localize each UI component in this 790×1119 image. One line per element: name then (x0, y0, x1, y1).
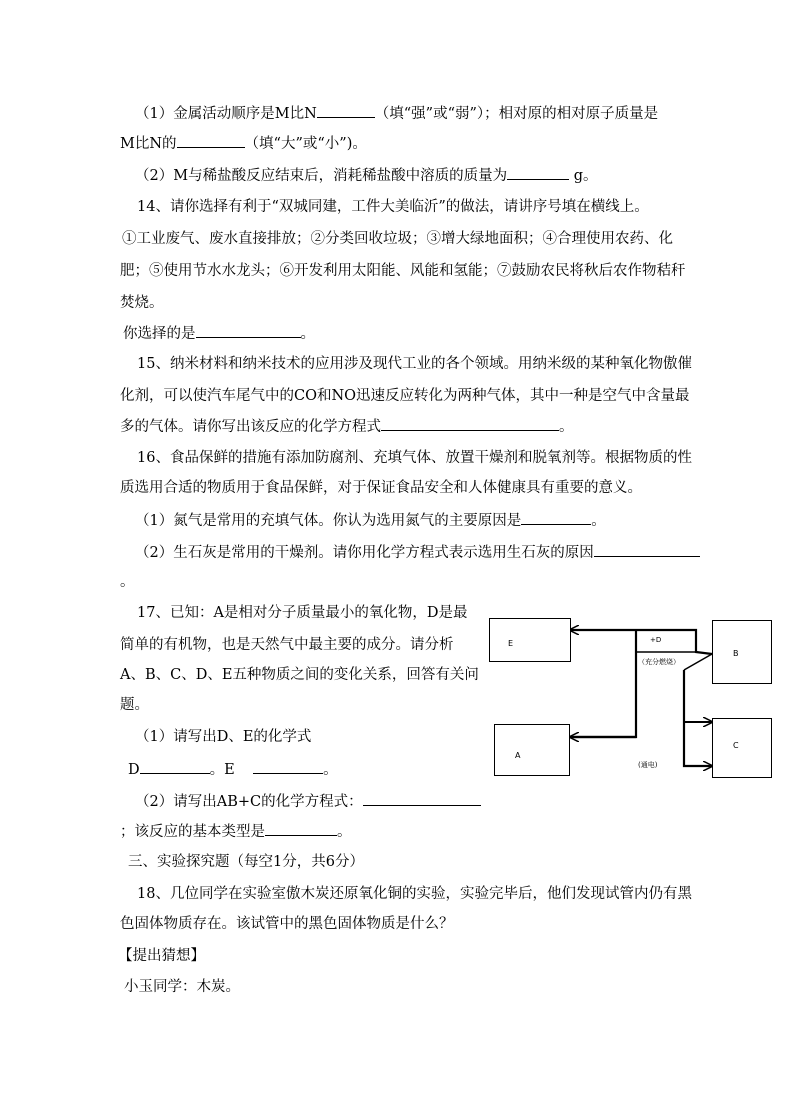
q17-part1-answers: D 。E 。 (128, 759, 338, 780)
q16-blank-2[interactable] (594, 542, 700, 557)
q17-line1: 17、已知：A是相对分子质量最小的氧化物，D是最 (137, 605, 468, 621)
q17-blank-equation[interactable] (363, 791, 481, 806)
label-plus-d: +D (650, 636, 662, 644)
arrow-a-to-c (684, 670, 712, 766)
q17-part2: （2）请写出AB+C的化学方程式： (135, 791, 481, 812)
q17-part1: （1）请写出D、E的化学式 (135, 729, 312, 745)
q18-student-guess: 小玉同学：木炭。 (124, 979, 240, 995)
q16-part1: （1）氮气是常用的充填气体。你认为选用氮气的主要原因是 。 (135, 510, 606, 531)
arrow-a-to-e (570, 630, 636, 737)
q15-line3: 多的气体。请你写出该反应的化学方程式 。 (120, 416, 574, 437)
label-burn: （充分燃烧） (638, 658, 680, 666)
q13-part1-line2: M比N的 （填“大”或“小”)。 (120, 133, 367, 154)
q14-options-line2: 肥；⑤使用节水水龙头；⑥开发利用太阳能、风能和氢能；⑦鼓励农民将秋后农作物秸秆 (120, 263, 686, 279)
q17-blank-d[interactable] (140, 759, 210, 774)
q16-line1: 16、食品保鲜的措施有添加防腐剂、充填气体、放置干燥剂和脱氧剂等。根据物质的性 (137, 450, 692, 466)
q16-line2: 质选用合适的物质用于食品保鲜，对于保证食品安全和人体健康具有重要的意义。 (120, 480, 642, 496)
q17-line3: A、B、C、D、E五种物质之间的变化关系，回答有关问 (120, 667, 479, 683)
q18-hypothesis-heading: 【提出猜想】 (118, 948, 205, 964)
q14-options-line3: 焚烧。 (120, 295, 164, 311)
q17-blank-e[interactable] (253, 759, 323, 774)
q15-blank[interactable] (381, 416, 559, 431)
q14-options-line1: ①工业废气、废水直接排放；②分类回收垃圾；③增大绿地面积；④合理使用农药、化 (122, 231, 673, 247)
q18-line2: 色固体物质存在。该试管中的黑色固体物质是什么？ (120, 916, 454, 932)
q13-blank-2[interactable] (177, 133, 245, 148)
q13-part1-line1: （1）金属活动顺序是M比N （填“强”或“弱”）；相对原的相对原子质量是 (135, 103, 658, 124)
section-3-heading: 三、实验探究题（每空1分，共6分） (128, 854, 364, 870)
q16-blank-1[interactable] (521, 510, 591, 525)
q13-part2: （2）M与稀盐酸反应结束后，消耗稀盐酸中溶质的质量为 g。 (135, 165, 597, 186)
q14-answer: 你选择的是 。 (123, 323, 315, 344)
q17-line2: 简单的有机物，也是天然气中最主要的成分。请分析 (120, 637, 454, 653)
arrow-b-to-e (570, 630, 712, 654)
box-a: A (494, 724, 570, 776)
q13-blank-3[interactable] (507, 165, 569, 180)
box-c: C (712, 718, 772, 778)
q16-part2-end: 。 (120, 574, 135, 590)
q16-part2: （2）生石灰是常用的干燥剂。请你用化学方程式表示选用生石灰的原因 (135, 542, 700, 563)
q18-line1: 18、几位同学在实验室傲木炭还原氧化铜的实验，实验完毕后，他们发现试管内仍有黑 (137, 886, 692, 902)
label-electrify: (通电) (638, 761, 658, 769)
q17-line4: 题。 (120, 697, 149, 713)
q14-stem: 14、请你选择有利于“双城同建，工件大美临沂”的做法，请讲序号填在横线上。 (137, 199, 649, 215)
q17-part2-type: ；该反应的基本类型是 。 (120, 821, 352, 842)
q17-blank-type[interactable] (265, 821, 337, 836)
q15-line2: 化剂，可以使汽车尾气中的CO和NO迅速反应转化为两种气体，其中一种是空气中含量最 (120, 388, 690, 404)
box-e: E (489, 618, 571, 662)
q15-line1: 15、纳米材料和纳米技术的应用涉及现代工业的各个领域。用纳米级的某种氧化物傲催 (137, 356, 692, 372)
q13-blank-1[interactable] (317, 103, 375, 118)
reaction-diagram (488, 612, 773, 777)
box-b: B (712, 620, 772, 684)
q14-blank[interactable] (196, 323, 301, 338)
